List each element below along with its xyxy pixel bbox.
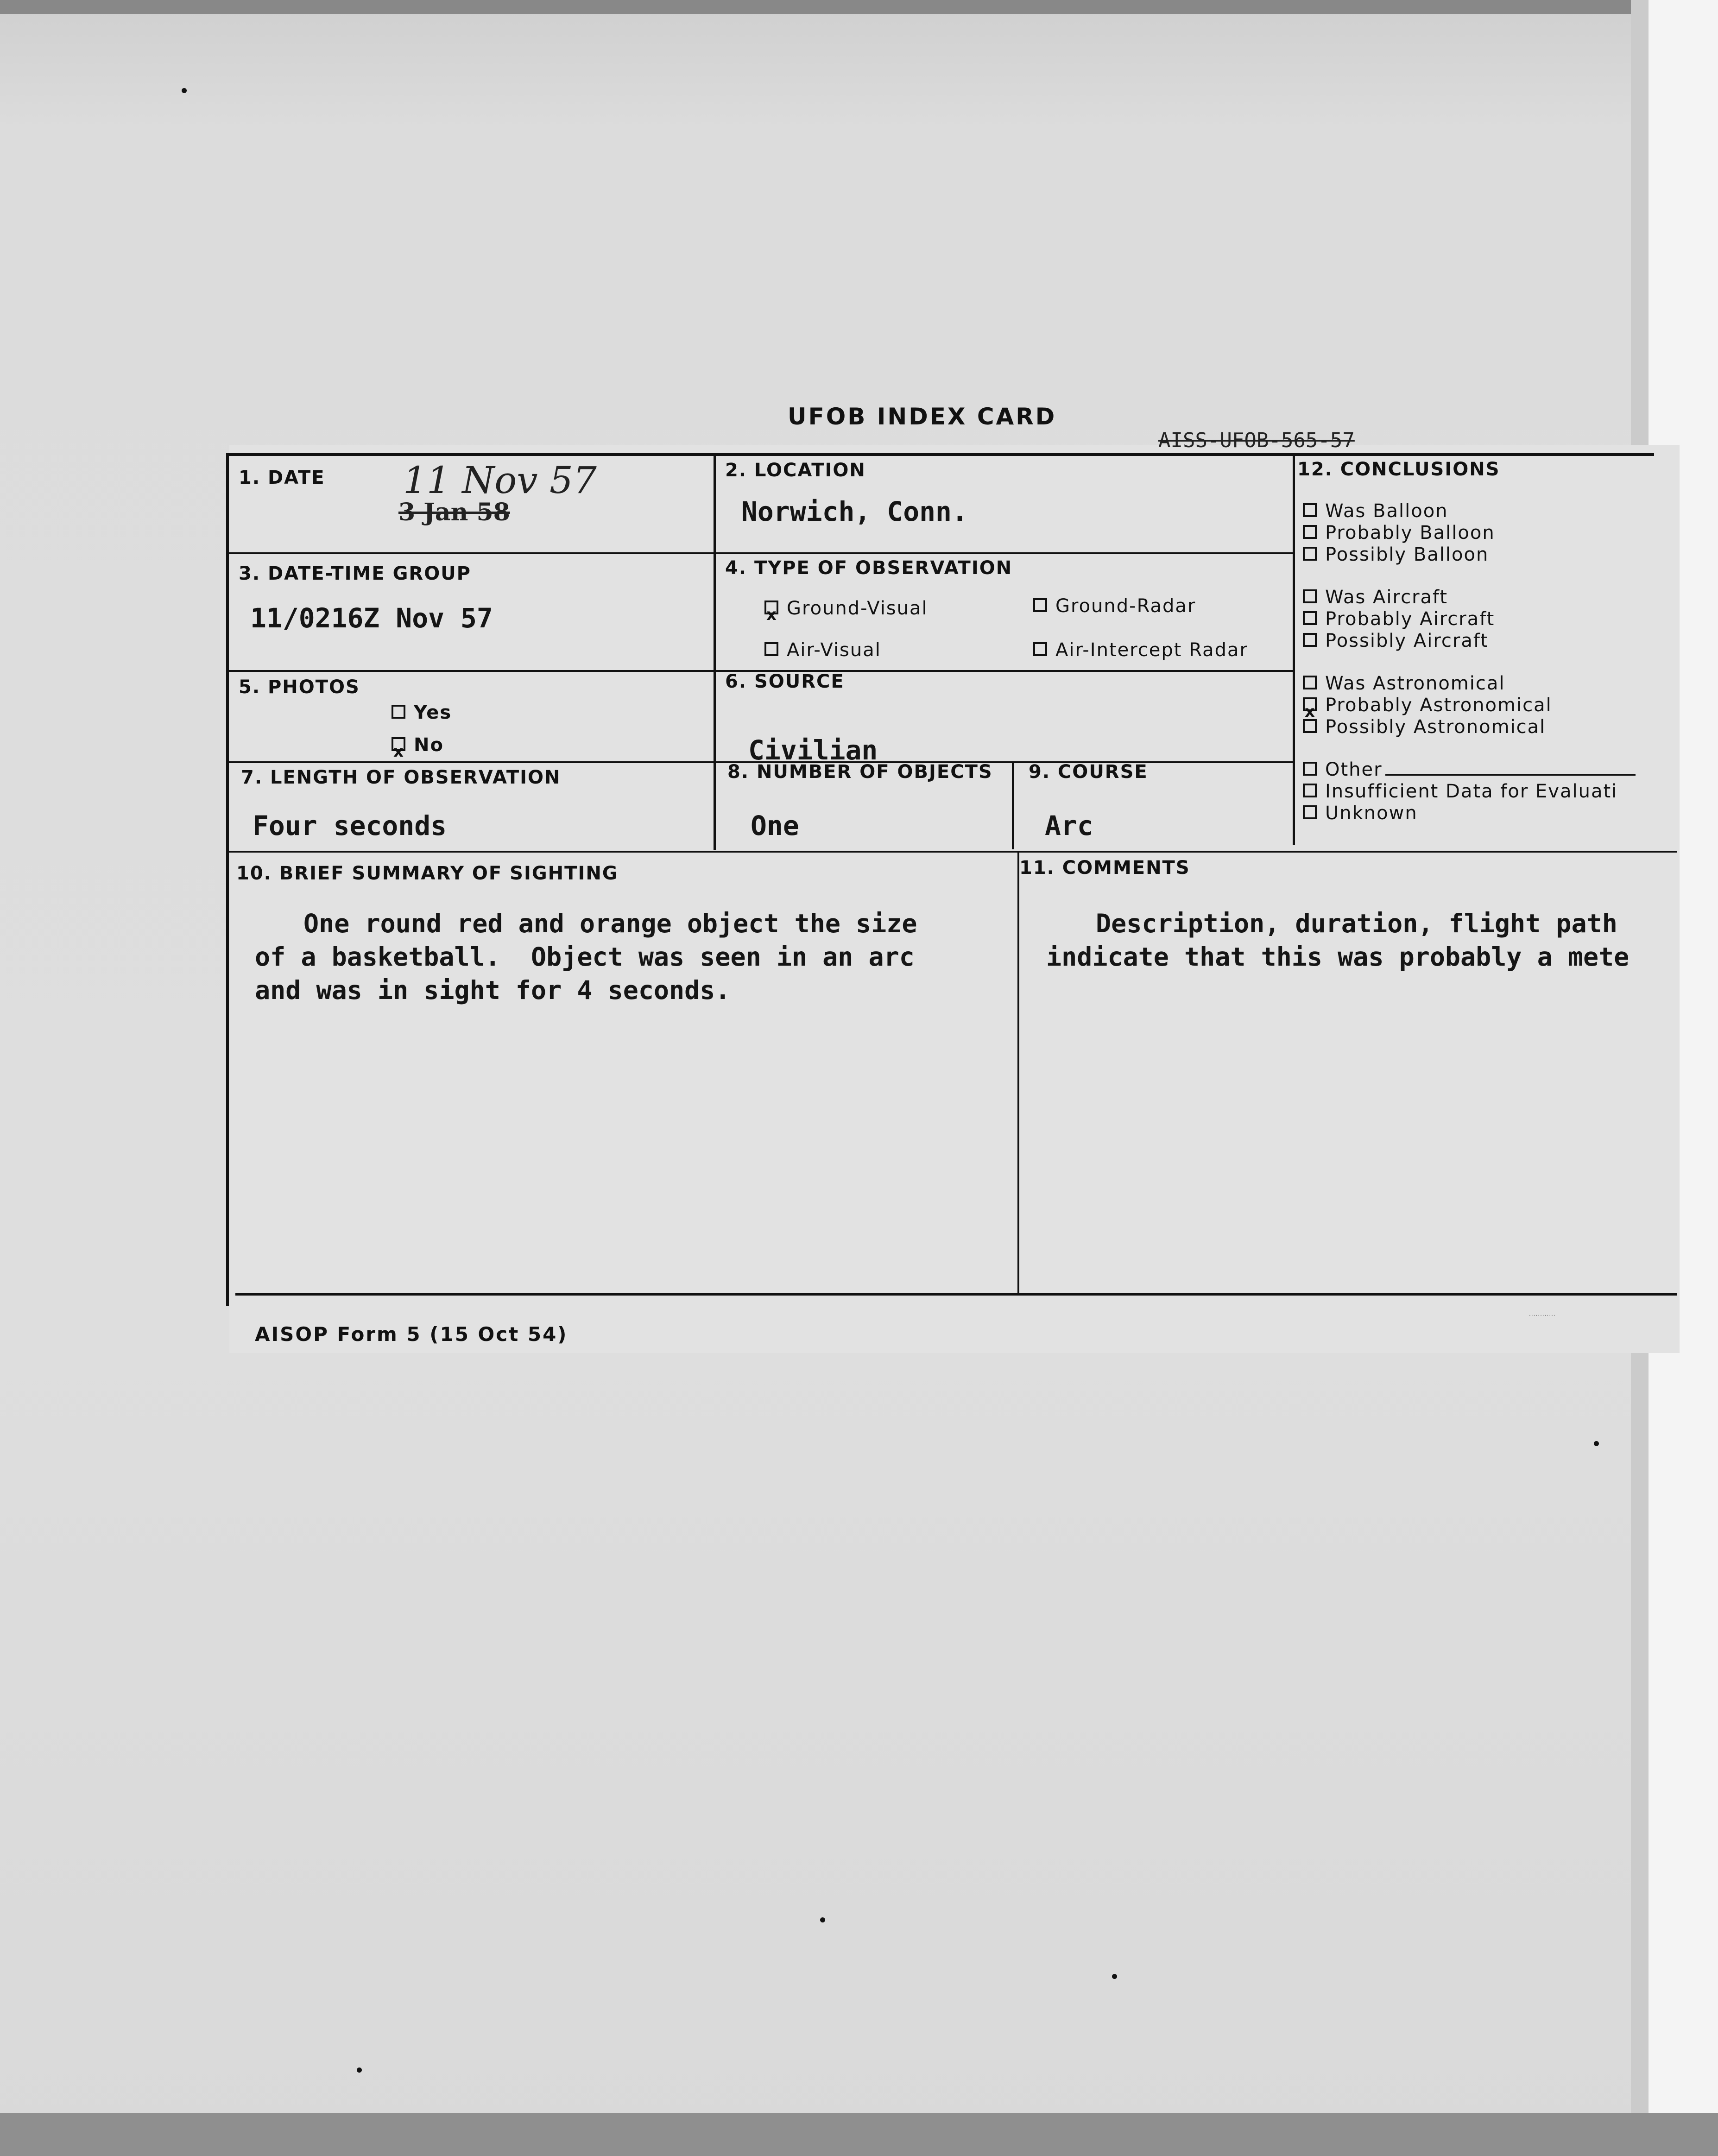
divider-date-location xyxy=(714,456,716,850)
checkbox-probably-astronomical[interactable] xyxy=(1303,697,1317,711)
location-label: 2. LOCATION xyxy=(725,460,866,481)
checkbox-was-aircraft[interactable] xyxy=(1303,589,1317,603)
checkbox-probably-balloon[interactable] xyxy=(1303,525,1317,539)
conclusion-possibly-astronomical[interactable]: Possibly Astronomical xyxy=(1303,716,1546,738)
comments-line-1: Description, duration, flight path xyxy=(1096,909,1617,938)
checkbox-unknown[interactable] xyxy=(1303,805,1317,819)
date-handwritten: 11 Nov 57 xyxy=(403,459,597,502)
checkbox-probably-aircraft[interactable] xyxy=(1303,611,1317,625)
divider-summary-comments xyxy=(1017,853,1019,1293)
checkbox-photos-yes[interactable] xyxy=(392,705,405,719)
source-label: 6. SOURCE xyxy=(725,671,845,692)
checkbox-ground-visual[interactable] xyxy=(764,601,778,614)
scan-speck xyxy=(182,88,187,93)
checkbox-air-intercept-radar[interactable] xyxy=(1033,642,1047,656)
scan-speck xyxy=(1594,1441,1599,1446)
num-objects-value: One xyxy=(751,810,799,841)
conclusion-possibly-aircraft[interactable]: Possibly Aircraft xyxy=(1303,630,1489,651)
dtg-value: 11/0216Z Nov 57 xyxy=(250,602,493,634)
checkbox-possibly-aircraft[interactable] xyxy=(1303,633,1317,647)
num-objects-label: 8. NUMBER OF OBJECTS xyxy=(727,761,993,783)
conclusion-was-astronomical[interactable]: Was Astronomical xyxy=(1303,673,1505,694)
dtg-label: 3. DATE-TIME GROUP xyxy=(239,563,471,584)
date-struck: 3 Jan 58 xyxy=(398,498,510,526)
length-value: Four seconds xyxy=(253,810,447,841)
form-footer: AISOP Form 5 (15 Oct 54) xyxy=(255,1323,568,1346)
conclusion-probably-astronomical[interactable]: xProbably Astronomical xyxy=(1303,695,1552,716)
scan-border-top xyxy=(0,0,1718,14)
conclusion-was-balloon[interactable]: Was Balloon xyxy=(1303,500,1448,522)
bottom-rule xyxy=(235,1293,1677,1296)
length-label: 7. LENGTH OF OBSERVATION xyxy=(241,767,561,788)
checkbox-was-astronomical[interactable] xyxy=(1303,676,1317,689)
checkbox-other[interactable] xyxy=(1303,762,1317,776)
other-blank-line[interactable] xyxy=(1385,774,1636,776)
divider-conclusions xyxy=(1293,456,1295,845)
course-label: 9. COURSE xyxy=(1029,761,1148,783)
source-value: Civilian xyxy=(748,734,878,766)
divider-objects-course xyxy=(1012,761,1014,849)
conclusion-unknown[interactable]: Unknown xyxy=(1303,803,1418,824)
scan-speck xyxy=(357,2067,362,2073)
summary-line-1: One round red and orange object the size xyxy=(303,909,917,938)
checkbox-was-balloon[interactable] xyxy=(1303,503,1317,517)
option-ground-radar[interactable]: Ground-Radar xyxy=(1033,595,1196,617)
printer-mark: ············ xyxy=(1529,1312,1556,1319)
checkbox-insufficient-data[interactable] xyxy=(1303,784,1317,797)
comments-label: 11. COMMENTS xyxy=(1019,857,1190,879)
checkbox-possibly-astronomical[interactable] xyxy=(1303,719,1317,733)
rule-row4 xyxy=(229,851,1677,853)
type-obs-label: 4. TYPE OF OBSERVATION xyxy=(725,557,1013,579)
conclusion-insufficient-data[interactable]: Insufficient Data for Evaluati xyxy=(1303,781,1617,802)
checkbox-photos-no[interactable] xyxy=(392,737,405,751)
option-air-visual[interactable]: Air-Visual xyxy=(764,639,881,661)
conclusion-was-aircraft[interactable]: Was Aircraft xyxy=(1303,587,1448,608)
checkbox-possibly-balloon[interactable] xyxy=(1303,547,1317,561)
conclusion-probably-aircraft[interactable]: Probably Aircraft xyxy=(1303,608,1495,630)
option-photos-no[interactable]: xNo xyxy=(392,734,444,756)
left-rule xyxy=(226,453,229,1306)
scan-speck xyxy=(820,1917,825,1922)
checkbox-air-visual[interactable] xyxy=(764,642,778,656)
comments-line-2: indicate that this was probably a mete xyxy=(1046,942,1630,972)
date-label: 1. DATE xyxy=(239,467,325,488)
option-air-intercept-radar[interactable]: Air-Intercept Radar xyxy=(1033,639,1248,661)
rule-row1 xyxy=(229,552,1295,554)
option-photos-yes[interactable]: Yes xyxy=(392,702,452,723)
photos-label: 5. PHOTOS xyxy=(239,677,360,698)
card-title: UFOB INDEX CARD xyxy=(788,403,1057,430)
conclusion-other[interactable]: Other xyxy=(1303,759,1636,780)
conclusions-label: 12. CONCLUSIONS xyxy=(1297,459,1500,480)
summary-label: 10. BRIEF SUMMARY OF SIGHTING xyxy=(236,863,619,884)
conclusion-possibly-balloon[interactable]: Possibly Balloon xyxy=(1303,544,1489,565)
scan-border-bottom xyxy=(0,2113,1718,2156)
scan-speck xyxy=(1112,1974,1117,1979)
conclusion-probably-balloon[interactable]: Probably Balloon xyxy=(1303,522,1495,544)
summary-line-2: of a basketball. Object was seen in an arc xyxy=(255,942,915,972)
course-value: Arc xyxy=(1045,810,1093,841)
option-ground-visual[interactable]: xGround-Visual xyxy=(764,598,928,619)
location-value: Norwich, Conn. xyxy=(741,496,968,527)
file-number: AISS-UFOB-565-57 xyxy=(1158,429,1355,452)
checkbox-ground-radar[interactable] xyxy=(1033,598,1047,612)
summary-line-3: and was in sight for 4 seconds. xyxy=(255,975,731,1005)
top-rule xyxy=(226,453,1654,456)
